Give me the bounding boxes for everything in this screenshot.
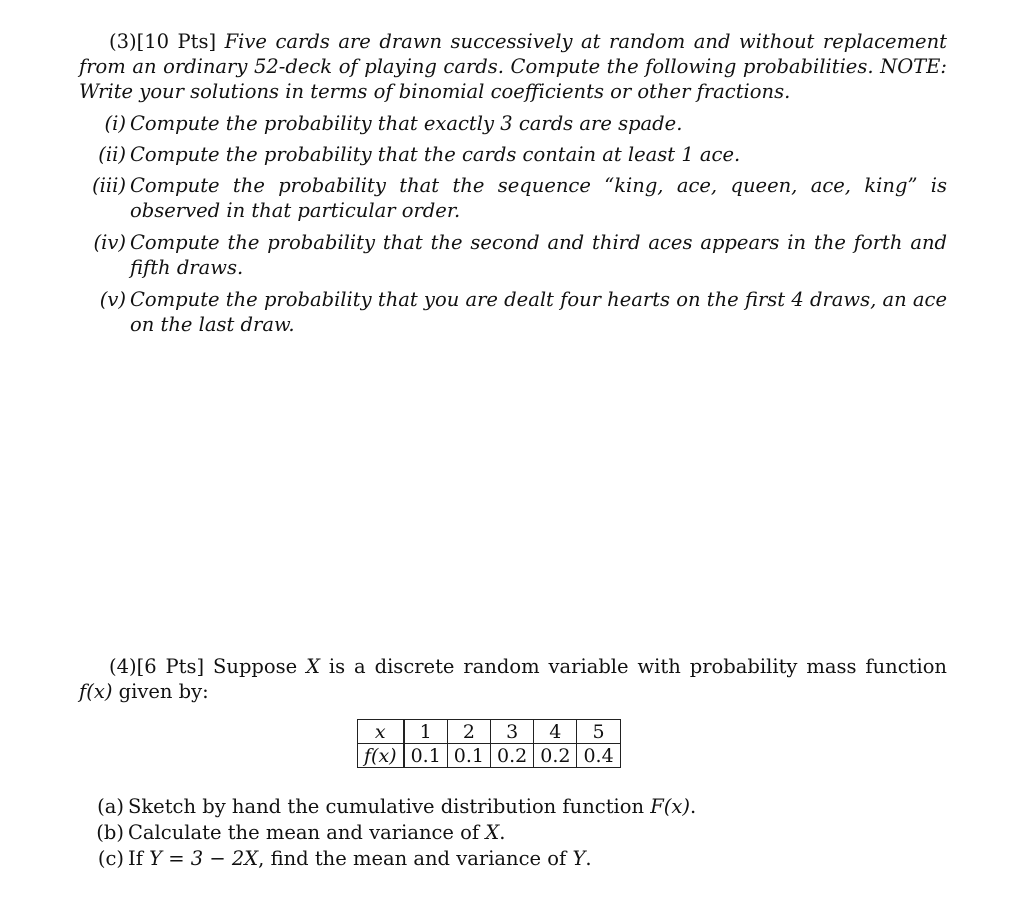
problem-3-item-i [104,111,947,136]
part-text: Calculate the mean and variance of [128,821,480,844]
problem-3 [79,29,947,104]
pmf-f-value: 0.2 [534,744,577,768]
part-math: Y [572,847,586,870]
problem-4-part-c [97,846,592,872]
problem-3-item-v [99,287,947,337]
intro-text: is a discrete random variable with probability mass function [328,655,947,678]
item-text: Compute the probability that you are dealt four hearts on the first 4 draws, an ace on the last draw. [130,288,947,336]
item-number: (v) [99,288,126,311]
item-text: Compute the probability that the second and third aces appears in the forth and fifth draws. [130,231,947,279]
item-number: (iv) [93,231,126,254]
part-text: If [128,847,143,870]
item-number: (iii) [92,174,126,197]
var-x: X [306,655,320,678]
part-number: (c) [97,847,124,870]
part-math: X [485,821,500,844]
part-text: . [499,821,506,844]
intro-text: given by: [118,680,209,703]
pmf-row-f [358,744,621,768]
problem-4-part-b [96,820,506,846]
item-text: Compute the probability that the sequence “king, ace, queen, ace, king” is observed in that particular order. [130,174,947,222]
fx-math: f(x) [79,680,113,703]
pmf-x-value: 3 [491,720,534,744]
pmf-f-value: 0.2 [491,744,534,768]
problem-4 [79,654,947,704]
pmf-f-value: 0.4 [577,744,620,768]
problem-3-item-ii [98,142,947,167]
problem-4-label: (4)[6 Pts] [109,655,205,678]
part-text: . [585,847,592,870]
pmf-x-value: 5 [577,720,620,744]
pmf-x-value: 1 [404,720,448,744]
item-number: (ii) [98,143,126,166]
pmf-table [357,719,621,768]
problem-4-part-a [97,794,697,820]
intro-text: Suppose [213,655,298,678]
pmf-header-fx: f(x) [358,744,404,768]
part-math: Y = 3 − 2X [149,847,259,870]
problem-3-item-iii [92,173,947,223]
part-text: , find the mean and variance of [258,847,567,870]
item-text: Compute the probability that the cards contain at least 1 ace. [130,143,741,166]
part-number: (b) [96,821,124,844]
pmf-row-x [358,720,621,744]
pmf-header-x: x [358,720,404,744]
problem-3-item-iv [93,230,947,280]
problem-3-label: (3)[10 Pts] [109,30,217,53]
problem-3-intro-text: Five cards are drawn successively at random and without replacement from an ordinary 52-deck of playing cards. Compute the following probabilities. NOTE: Write your solutions in terms of binomial coefficients or other fractions. [79,30,947,103]
pmf-x-value: 4 [534,720,577,744]
part-text: Sketch by hand the cumulative distribution function [128,795,645,818]
pmf-f-value: 0.1 [404,744,448,768]
pmf-f-value: 0.1 [447,744,490,768]
problem-3-intro [79,29,947,104]
pmf-x-value: 2 [447,720,490,744]
item-number: (i) [104,112,126,135]
part-math: F(x) [650,795,691,818]
part-number: (a) [97,795,124,818]
item-text: Compute the probability that exactly 3 cards are spade. [130,112,683,135]
problem-4-intro [79,654,947,704]
part-text: . [690,795,697,818]
